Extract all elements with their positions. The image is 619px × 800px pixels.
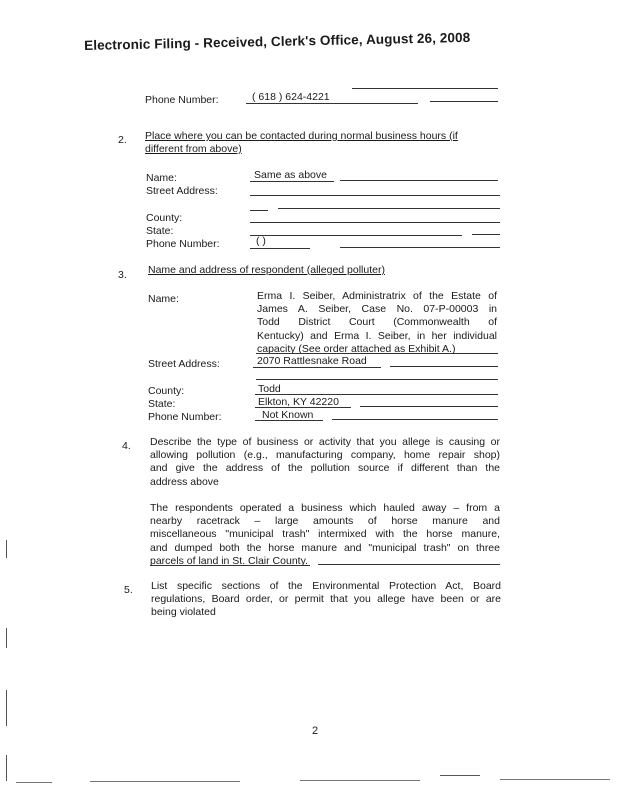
s3-phone-value: Not Known <box>262 409 314 421</box>
s3-name-line: Erma I. Seiber, Administratrix of the Estate of <box>257 290 497 302</box>
scan-edge-mark <box>6 628 7 648</box>
s2-state-label: State: <box>146 225 174 237</box>
page-number: 2 <box>312 725 319 737</box>
s4-answer-line: The respondents operated a business which hauled away – from a <box>150 502 500 514</box>
section-4-answer <box>150 502 500 568</box>
section-5-prompt <box>151 580 501 620</box>
s5-prompt-line: being violated <box>151 606 216 619</box>
rule <box>360 406 498 407</box>
s3-phone-label: Phone Number: <box>148 411 222 423</box>
s3-county-label: County: <box>148 385 185 397</box>
electronic-filing-header: Electronic Filing - Received, Clerk's Office, August 26, 2008 <box>84 29 471 53</box>
rule <box>250 235 462 236</box>
s4-answer-line: nearby racetrack – large amounts of horse manure and <box>150 515 500 528</box>
rule <box>256 379 498 380</box>
s3-name-line: Todd District Court (Commonwealth of <box>257 316 497 329</box>
scan-edge-mark <box>6 540 7 558</box>
s5-prompt-line: regulations, Board order, or permit that you allege have been or are <box>151 593 501 606</box>
s3-name-line: capacity (See order attached as Exhibit A.) <box>257 342 456 355</box>
rule <box>255 420 323 421</box>
scan-bottom-line <box>300 780 420 781</box>
section-2-heading-1: Place where you can be contacted during normal business hours (if <box>145 130 458 142</box>
rule <box>278 208 500 209</box>
s4-prompt-line: and give the address of the pollution source if different than the <box>150 462 500 475</box>
s2-name-label: Name: <box>146 172 177 184</box>
s2-county-label: County: <box>146 212 183 224</box>
s2-phone-value: ( ) <box>256 235 266 247</box>
s2-phone-label: Phone Number: <box>146 238 220 250</box>
s3-street-value: 2070 Rattlesnake Road <box>257 355 367 367</box>
phone-label-top: Phone Number: <box>145 94 219 106</box>
s3-name-value <box>257 290 497 356</box>
rule <box>255 394 498 395</box>
rule <box>340 247 500 248</box>
section-3-heading: Name and address of respondent (alleged polluter) <box>148 264 385 276</box>
s3-name-label: Name: <box>148 293 179 305</box>
rule <box>250 181 334 182</box>
rule <box>255 407 351 408</box>
rule <box>253 367 381 368</box>
scan-edge-mark <box>6 690 7 726</box>
scan-edge-mark <box>6 755 7 781</box>
rule <box>472 234 500 235</box>
section-3-number: 3. <box>118 269 127 281</box>
s4-answer-line: parcels of land in St. Clair County. <box>150 554 308 567</box>
s4-prompt-line: Describe the type of business or activity that you allege is causing or <box>150 436 500 448</box>
s3-state-label: State: <box>148 398 176 410</box>
phone-value-top: ( 618 ) 624-4221 <box>252 91 330 103</box>
rule <box>340 180 498 181</box>
rule <box>332 419 498 420</box>
s3-state-value: Elkton, KY 42220 <box>258 396 339 408</box>
section-2-heading-2: different from above) <box>145 143 242 155</box>
s3-name-line: Kentucky) and Erma I. Seiber, in her individual <box>257 329 497 342</box>
s3-street-label: Street Address: <box>148 358 220 370</box>
s4-answer-line: miscellaneous "municipal trash" intermixed with the horse manure, <box>150 528 500 541</box>
s4-answer-line: and dumped both the horse manure and "municipal trash" on three <box>150 541 500 554</box>
rule <box>430 101 498 102</box>
rule <box>250 248 310 249</box>
rule <box>250 222 500 223</box>
rule <box>318 564 500 565</box>
section-2-number: 2. <box>118 134 127 146</box>
s2-name-value: Same as above <box>254 169 327 181</box>
rule <box>390 366 498 367</box>
phone-underline-top <box>246 103 418 104</box>
scan-bottom-line <box>16 782 52 783</box>
section-4-number: 4. <box>122 440 131 452</box>
rule <box>256 353 498 354</box>
s4-prompt-line: allowing pollution (e.g., manufacturing company, home repair shop) <box>150 449 500 462</box>
scan-bottom-line <box>440 775 480 776</box>
rule <box>150 565 310 566</box>
s5-prompt-line: List specific sections of the Environmental Protection Act, Board <box>151 580 501 592</box>
scan-bottom-line <box>500 779 610 780</box>
rule <box>250 210 268 211</box>
rule <box>250 195 500 196</box>
section-4-prompt <box>150 436 500 489</box>
rule <box>352 88 498 89</box>
section-5-number: 5. <box>124 584 133 596</box>
s4-prompt-line: address above <box>150 475 219 488</box>
scan-bottom-line <box>90 781 240 782</box>
s2-street-label: Street Address: <box>146 185 218 197</box>
s3-name-line: James A. Seiber, Case No. 07-P-00003 in <box>257 303 497 316</box>
s3-county-value: Todd <box>258 383 281 395</box>
